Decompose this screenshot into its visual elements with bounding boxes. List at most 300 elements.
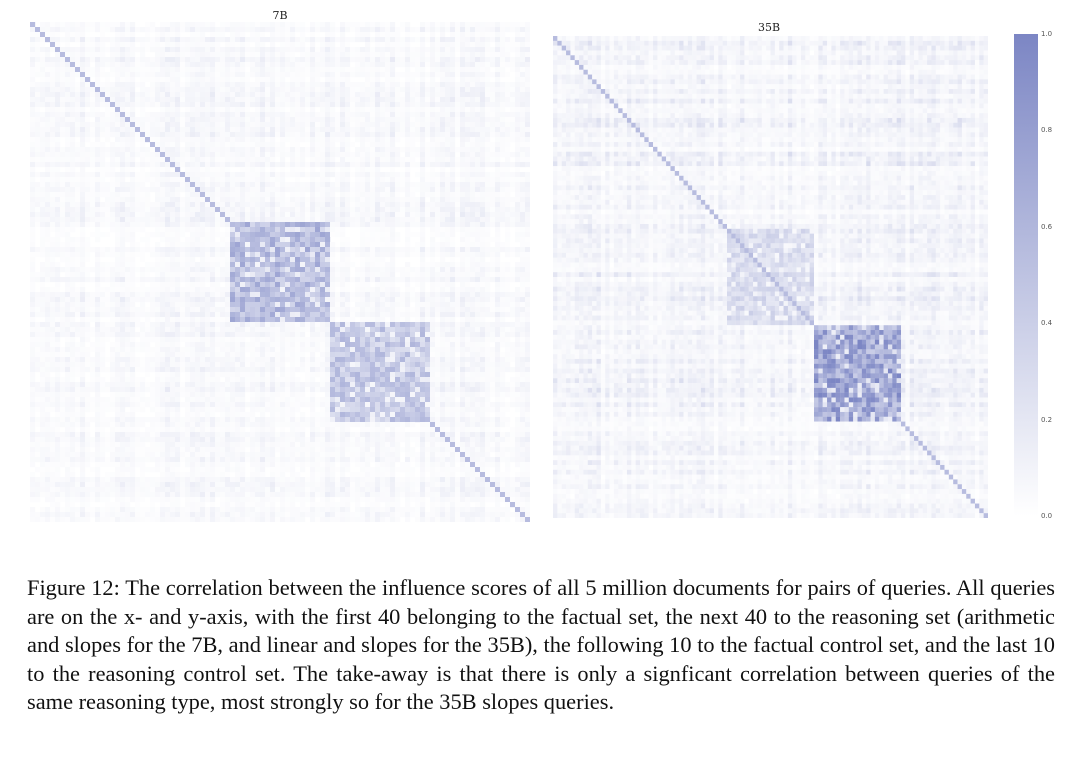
heatmap-cell [155,77,160,82]
heatmap-cell [120,207,125,212]
heatmap-cell [215,247,220,252]
heatmap-cell [415,282,420,287]
heatmap-cell [410,127,415,132]
heatmap-cell [185,267,190,272]
heatmap-cell [505,142,510,147]
heatmap-cell [315,142,320,147]
heatmap-cell [380,147,385,152]
heatmap-cell [330,152,335,157]
heatmap-block-cell [295,257,300,262]
heatmap-cell [270,182,275,187]
heatmap-cell [165,142,170,147]
heatmap-cell [225,57,230,62]
heatmap-cell [370,167,375,172]
heatmap-cell [450,72,455,77]
heatmap-cell [475,147,480,152]
heatmap-cell [455,247,460,252]
heatmap-cell [145,162,150,167]
heatmap-cell [180,152,185,157]
heatmap-cell [170,207,175,212]
heatmap-cell [135,192,140,197]
heatmap-cell [275,147,280,152]
heatmap-cell [160,117,165,122]
heatmap-cell [155,42,160,47]
heatmap-cell [80,87,85,92]
heatmap-cell [485,212,490,217]
heatmap-cell [50,117,55,122]
heatmap-cell [480,132,485,137]
heatmap-cell [160,172,165,177]
heatmap-cell [60,102,65,107]
heatmap-cell [330,277,335,282]
heatmap-cell [95,132,100,137]
heatmap-cell [240,42,245,47]
heatmap-cell [455,27,460,32]
heatmap-cell [470,177,475,182]
heatmap-cell [95,177,100,182]
heatmap-cell [450,92,455,97]
heatmap-cell [480,187,485,192]
heatmap-cell [445,77,450,82]
heatmap-cell [420,227,425,232]
heatmap-cell [405,137,410,142]
heatmap-cell [290,192,295,197]
heatmap-cell [55,32,60,37]
heatmap-cell [280,42,285,47]
heatmap-cell [465,197,470,202]
heatmap-cell [480,167,485,172]
heatmap-cell [50,62,55,67]
heatmap-cell [470,122,475,127]
heatmap-cell [120,137,125,142]
heatmap-cell [145,197,150,202]
heatmap-cell [365,212,370,217]
heatmap-cell [465,102,470,107]
heatmap-cell [115,147,120,152]
heatmap-cell [75,207,80,212]
heatmap-cell [395,107,400,112]
heatmap-cell [285,82,290,87]
heatmap-cell [310,47,315,52]
heatmap-cell [155,27,160,32]
heatmap-cell [160,232,165,237]
heatmap-cell [435,222,440,227]
heatmap-cell [435,92,440,97]
heatmap-cell [465,97,470,102]
heatmap-block-cell [290,257,295,262]
heatmap-cell [365,112,370,117]
heatmap-cell [255,147,260,152]
heatmap-cell [120,187,125,192]
heatmap-cell [135,147,140,152]
heatmap-cell [280,137,285,142]
heatmap-cell [420,62,425,67]
heatmap-cell [55,97,60,102]
heatmap-cell [285,217,290,222]
heatmap-cell [205,92,210,97]
heatmap-cell [175,217,180,222]
heatmap-cell [380,112,385,117]
heatmap-cell [115,157,120,162]
heatmap-cell [195,157,200,162]
heatmap-cell [50,272,55,277]
heatmap-block-cell [280,242,285,247]
heatmap-cell [450,22,455,27]
heatmap-cell [450,42,455,47]
heatmap-cell [125,137,130,142]
heatmap-cell [460,62,465,67]
heatmap-block-cell [285,282,290,287]
heatmap-block-cell [305,282,310,287]
heatmap-cell [30,197,35,202]
heatmap-cell [360,122,365,127]
heatmap-cell [525,237,530,242]
heatmap-cell [135,227,140,232]
heatmap-cell [130,102,135,107]
heatmap-cell [220,287,225,292]
heatmap-cell [250,157,255,162]
heatmap-cell [95,107,100,112]
heatmap-cell [340,282,345,287]
heatmap-cell [100,222,105,227]
heatmap-cell [95,157,100,162]
heatmap-block-cell [255,257,260,262]
heatmap-cell [30,97,35,102]
heatmap-cell [115,247,120,252]
heatmap-cell [145,77,150,82]
heatmap-cell [375,182,380,187]
heatmap-cell [375,37,380,42]
heatmap-block-cell [290,252,295,257]
heatmap-cell [505,182,510,187]
heatmap-cell [470,127,475,132]
heatmap-cell [120,152,125,157]
heatmap-cell [365,267,370,272]
heatmap-cell [370,107,375,112]
heatmap-cell [205,222,210,227]
heatmap-cell [185,122,190,127]
heatmap-cell [405,92,410,97]
heatmap-cell [495,277,500,282]
heatmap-cell [160,157,165,162]
heatmap-cell [115,92,120,97]
heatmap-cell [355,122,360,127]
heatmap-cell [175,202,180,207]
heatmap-cell [500,47,505,52]
heatmap-cell [270,202,275,207]
heatmap-cell [370,92,375,97]
heatmap-cell [200,177,205,182]
heatmap-cell [205,137,210,142]
heatmap-cell [505,117,510,122]
heatmap-cell [450,267,455,272]
heatmap-cell [200,112,205,117]
heatmap-cell [165,202,170,207]
heatmap-cell [110,287,115,292]
heatmap-cell [475,272,480,277]
heatmap-cell [165,117,170,122]
heatmap-cell [100,42,105,47]
heatmap-cell [240,132,245,137]
heatmap-cell [455,262,460,267]
heatmap-cell [230,92,235,97]
heatmap-cell [105,162,110,167]
heatmap-cell [225,87,230,92]
heatmap-cell [385,142,390,147]
heatmap-cell [265,102,270,107]
heatmap-cell [510,37,515,42]
heatmap-cell [155,177,160,182]
heatmap-cell [405,277,410,282]
heatmap-cell [225,207,230,212]
heatmap-cell [335,67,340,72]
heatmap-cell [290,187,295,192]
heatmap-cell [90,27,95,32]
heatmap-cell [240,97,245,102]
heatmap-cell [275,37,280,42]
heatmap-cell [475,192,480,197]
heatmap-cell [180,97,185,102]
heatmap-diagonal-cell [210,202,215,207]
heatmap-cell [255,57,260,62]
heatmap-cell [375,57,380,62]
heatmap-block-cell [245,277,250,282]
heatmap-cell [70,187,75,192]
heatmap-cell [325,187,330,192]
heatmap-cell [405,202,410,207]
heatmap-cell [420,187,425,192]
heatmap-cell [330,37,335,42]
heatmap-cell [225,82,230,87]
heatmap-cell [210,57,215,62]
heatmap-cell [470,237,475,242]
heatmap-cell [435,217,440,222]
heatmap-cell [255,97,260,102]
heatmap-cell [30,247,35,252]
heatmap-cell [40,77,45,82]
heatmap-cell [350,192,355,197]
heatmap-cell [210,207,215,212]
heatmap-cell [215,232,220,237]
heatmap-cell [335,82,340,87]
heatmap-cell [295,132,300,137]
heatmap-cell [30,222,35,227]
heatmap-block-cell [230,232,235,237]
heatmap-cell [470,107,475,112]
heatmap-cell [260,82,265,87]
heatmap-cell [420,47,425,52]
heatmap-cell [500,207,505,212]
heatmap-cell [520,162,525,167]
heatmap-cell [70,122,75,127]
heatmap-cell [125,67,130,72]
heatmap-block-cell [325,247,330,252]
heatmap-cell [120,127,125,132]
heatmap-cell [200,142,205,147]
heatmap-cell [485,42,490,47]
heatmap-cell [315,77,320,82]
heatmap-cell [240,22,245,27]
heatmap-cell [520,37,525,42]
heatmap-cell [445,247,450,252]
heatmap-cell [295,197,300,202]
heatmap-cell [300,212,305,217]
heatmap-cell [430,37,435,42]
heatmap-diagonal-cell [110,102,115,107]
heatmap-cell [285,27,290,32]
heatmap-cell [450,177,455,182]
heatmap-cell [520,182,525,187]
heatmap-cell [425,102,430,107]
heatmap-cell [320,157,325,162]
heatmap-cell [210,127,215,132]
heatmap-cell [160,222,165,227]
heatmap-cell [505,52,510,57]
heatmap-cell [420,277,425,282]
heatmap-cell [300,172,305,177]
heatmap-cell [145,22,150,27]
heatmap-cell [280,192,285,197]
heatmap-cell [390,287,395,292]
heatmap-cell [310,207,315,212]
heatmap-cell [150,102,155,107]
heatmap-cell [455,37,460,42]
heatmap-cell [495,142,500,147]
heatmap-cell [65,247,70,252]
heatmap-block-cell [280,227,285,232]
heatmap-cell [125,282,130,287]
heatmap-cell [460,182,465,187]
heatmap-cell [505,202,510,207]
heatmap-block-cell [260,242,265,247]
heatmap-cell [420,147,425,152]
heatmap-cell [120,142,125,147]
heatmap-cell [410,272,415,277]
heatmap-cell [205,117,210,122]
heatmap-cell [105,187,110,192]
heatmap-block-cell [315,242,320,247]
heatmap-cell [185,277,190,282]
heatmap-cell [380,192,385,197]
heatmap-cell [340,222,345,227]
heatmap-cell [100,142,105,147]
heatmap-cell [115,177,120,182]
heatmap-cell [140,152,145,157]
heatmap-cell [125,32,130,37]
heatmap-cell [370,82,375,87]
heatmap-cell [120,147,125,152]
heatmap-cell [180,87,185,92]
heatmap-cell [340,72,345,77]
heatmap-cell [500,72,505,77]
heatmap-cell [155,37,160,42]
heatmap-cell [160,22,165,27]
heatmap-cell [255,92,260,97]
heatmap-cell [355,147,360,152]
heatmap-cell [115,27,120,32]
heatmap-cell [75,152,80,157]
heatmap-cell [200,27,205,32]
heatmap-cell [110,282,115,287]
heatmap-cell [340,252,345,257]
heatmap-cell [155,187,160,192]
heatmap-cell [440,22,445,27]
heatmap-cell [495,177,500,182]
heatmap-cell [385,162,390,167]
heatmap-cell [95,22,100,27]
heatmap-cell [140,157,145,162]
heatmap-cell [310,177,315,182]
heatmap-cell [325,57,330,62]
heatmap-cell [200,157,205,162]
heatmap-cell [165,122,170,127]
heatmap-cell [515,162,520,167]
heatmap-cell [370,162,375,167]
heatmap-cell [375,47,380,52]
heatmap-cell [420,82,425,87]
heatmap-cell [340,202,345,207]
heatmap-cell [200,267,205,272]
heatmap-cell [30,77,35,82]
heatmap-cell [350,132,355,137]
heatmap-cell [260,102,265,107]
heatmap-cell [320,122,325,127]
heatmap-cell [35,172,40,177]
heatmap-cell [130,42,135,47]
heatmap-cell [495,237,500,242]
heatmap-cell [510,22,515,27]
heatmap-cell [425,262,430,267]
heatmap-cell [330,127,335,132]
heatmap-diagonal-cell [170,162,175,167]
heatmap-cell [475,212,480,217]
heatmap-cell [500,147,505,152]
heatmap-cell [295,47,300,52]
heatmap-cell [420,257,425,262]
heatmap-cell [210,112,215,117]
heatmap-cell [420,212,425,217]
heatmap-cell [325,37,330,42]
heatmap-cell [375,127,380,132]
heatmap-cell [55,67,60,72]
heatmap-cell [85,147,90,152]
heatmap-cell [315,147,320,152]
heatmap-cell [525,212,530,217]
heatmap-cell [295,192,300,197]
heatmap-cell [185,42,190,47]
heatmap-cell [345,22,350,27]
heatmap-cell [70,222,75,227]
heatmap-cell [355,282,360,287]
heatmap-cell [245,212,250,217]
heatmap-cell [340,287,345,292]
heatmap-cell [360,282,365,287]
heatmap-cell [85,47,90,52]
heatmap-cell [215,277,220,282]
heatmap-cell [440,167,445,172]
heatmap-cell [85,172,90,177]
heatmap-cell [140,272,145,277]
heatmap-cell [340,162,345,167]
heatmap-cell [40,282,45,287]
heatmap-block-cell [255,272,260,277]
heatmap-cell [180,42,185,47]
heatmap-cell [240,187,245,192]
heatmap-cell [80,192,85,197]
heatmap-cell [30,107,35,112]
heatmap-cell [70,67,75,72]
heatmap-cell [360,137,365,142]
